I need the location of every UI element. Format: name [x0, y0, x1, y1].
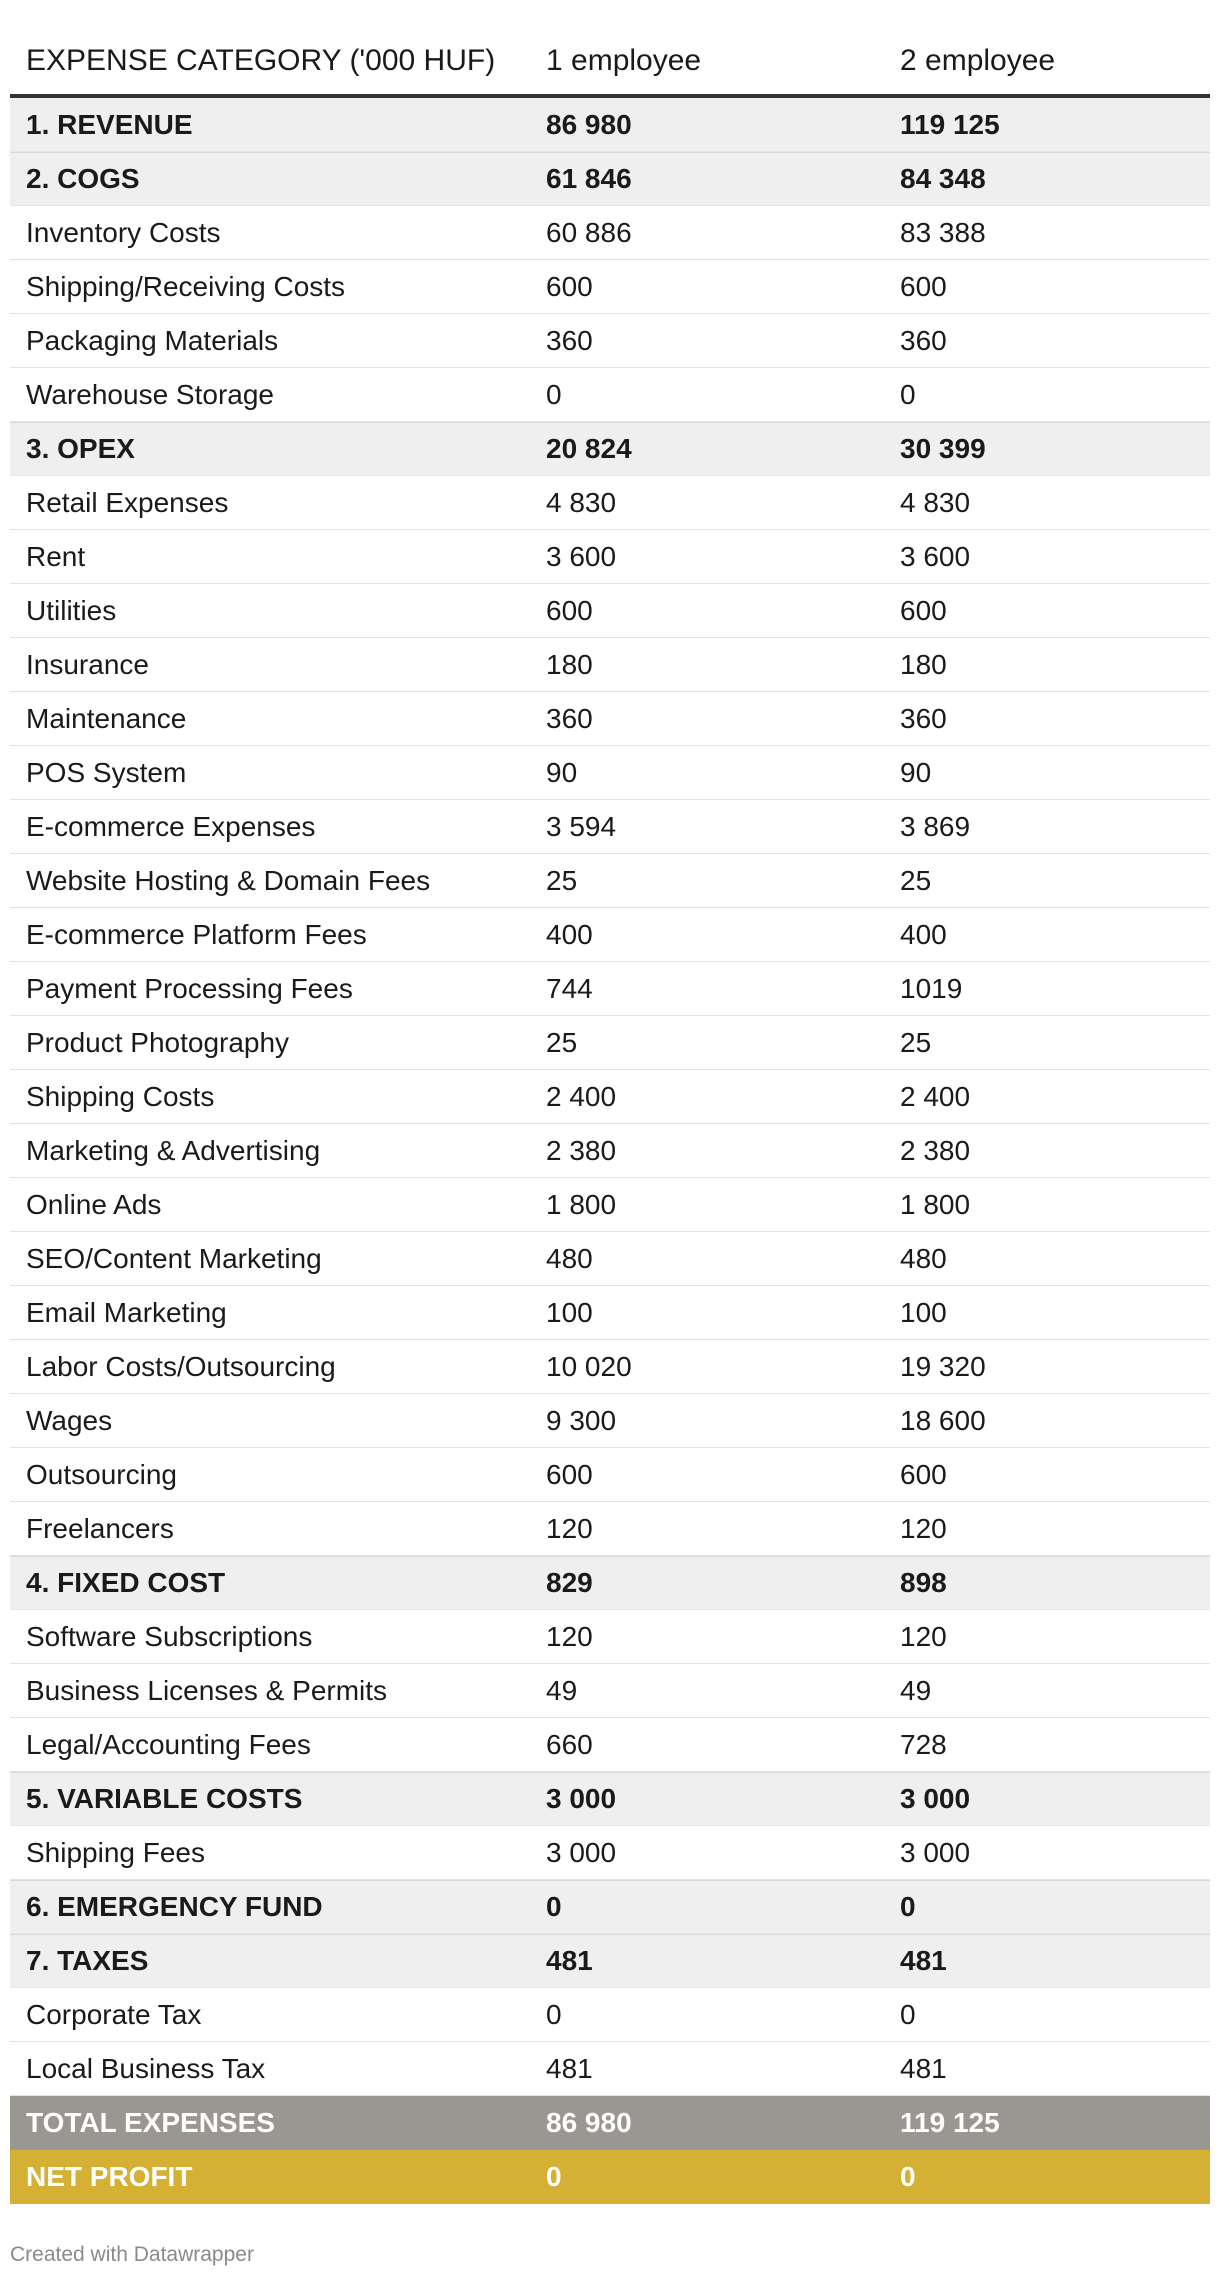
value-2-employee: 600 [900, 270, 947, 302]
table-body [10, 98, 1210, 2204]
value-2-employee: 90 [900, 756, 932, 788]
table-row [10, 1232, 1210, 1286]
value-2-employee: 898 [900, 1567, 947, 1598]
row-label: Corporate Tax [26, 1998, 202, 2030]
row-label: 2. COGS [26, 163, 140, 194]
value-2-employee: 3 869 [900, 810, 971, 842]
row-label: Shipping Fees [26, 1836, 206, 1868]
row-label: Retail Expenses [26, 486, 229, 518]
row-label: Utilities [26, 594, 117, 626]
value-2-employee: 2 400 [900, 1080, 971, 1112]
value-2-employee: 49 [900, 1674, 932, 1706]
value-1-employee: 4 830 [546, 486, 617, 518]
table-row [10, 962, 1210, 1016]
value-1-employee: 86 980 [546, 108, 632, 140]
row-label: Maintenance [26, 702, 187, 734]
table-row [10, 1016, 1210, 1070]
value-2-employee: 120 [900, 1620, 947, 1652]
value-1-employee: 10 020 [546, 1350, 632, 1382]
section-row [10, 98, 1210, 152]
row-label: Marketing & Advertising [26, 1134, 321, 1166]
value-1-employee: 0 [546, 2161, 562, 2192]
value-2-employee: 728 [900, 1728, 947, 1760]
row-label: 1. REVENUE [26, 108, 193, 140]
row-label: Warehouse Storage [26, 378, 274, 410]
column-header-category[interactable]: EXPENSE CATEGORY ('000 HUF) [26, 44, 496, 77]
column-header-2-employee[interactable]: 2 employee [900, 44, 1056, 77]
table-row [10, 530, 1210, 584]
row-label: Local Business Tax [26, 2052, 266, 2084]
row-label: 5. VARIABLE COSTS [26, 1783, 303, 1814]
row-label: Labor Costs/Outsourcing [26, 1350, 336, 1382]
table-row [10, 1178, 1210, 1232]
value-1-employee: 49 [546, 1674, 578, 1706]
value-2-employee: 180 [900, 648, 947, 680]
row-label: E-commerce Platform Fees [26, 918, 367, 950]
value-1-employee: 61 846 [546, 163, 632, 194]
value-1-employee: 1 800 [546, 1188, 617, 1220]
value-2-employee: 600 [900, 594, 947, 626]
value-2-employee: 481 [900, 1945, 947, 1976]
row-label: 3. OPEX [26, 433, 135, 464]
value-1-employee: 2 380 [546, 1134, 617, 1166]
value-2-employee: 360 [900, 324, 947, 356]
table-row [10, 260, 1210, 314]
total-row [10, 2096, 1210, 2150]
table-row [10, 1124, 1210, 1178]
value-1-employee: 0 [546, 1998, 562, 2030]
value-1-employee: 90 [546, 756, 578, 788]
value-2-employee: 0 [900, 378, 916, 410]
section-row [10, 1772, 1210, 1826]
value-2-employee: 100 [900, 1296, 947, 1328]
table-row [10, 1448, 1210, 1502]
value-1-employee: 3 000 [546, 1783, 617, 1814]
value-1-employee: 3 600 [546, 540, 617, 572]
value-1-employee: 744 [546, 972, 593, 1004]
row-label: Shipping/Receiving Costs [26, 270, 346, 302]
table-row [10, 1070, 1210, 1124]
value-2-employee: 119 125 [900, 2107, 1000, 2138]
value-1-employee: 120 [546, 1620, 593, 1652]
value-1-employee: 600 [546, 594, 593, 626]
row-label: E-commerce Expenses [26, 810, 316, 842]
value-1-employee: 25 [546, 864, 578, 896]
value-1-employee: 0 [546, 1891, 562, 1922]
row-label: Email Marketing [26, 1296, 227, 1328]
value-2-employee: 0 [900, 1998, 916, 2030]
value-1-employee: 400 [546, 918, 593, 950]
row-label: Packaging Materials [26, 324, 279, 356]
value-2-employee: 1 800 [900, 1188, 971, 1220]
value-1-employee: 180 [546, 648, 593, 680]
net-profit-row [10, 2150, 1210, 2204]
value-1-employee: 360 [546, 324, 593, 356]
row-label: Online Ads [26, 1188, 162, 1220]
value-1-employee: 20 824 [546, 433, 632, 464]
row-label: 6. EMERGENCY FUND [26, 1891, 323, 1922]
value-2-employee: 30 399 [900, 433, 986, 464]
table-row [10, 908, 1210, 962]
value-2-employee: 120 [900, 1512, 947, 1544]
value-1-employee: 120 [546, 1512, 593, 1544]
value-2-employee: 19 320 [900, 1350, 986, 1382]
value-2-employee: 0 [900, 2161, 916, 2192]
value-2-employee: 0 [900, 1891, 916, 1922]
row-label: Product Photography [26, 1026, 290, 1058]
value-1-employee: 660 [546, 1728, 593, 1760]
row-label: NET PROFIT [26, 2161, 193, 2192]
value-1-employee: 600 [546, 1458, 593, 1490]
row-label: Software Subscriptions [26, 1620, 313, 1652]
value-1-employee: 3 000 [546, 1836, 617, 1868]
value-2-employee: 4 830 [900, 486, 971, 518]
row-label: Freelancers [26, 1512, 174, 1544]
value-1-employee: 86 980 [546, 2107, 632, 2138]
value-2-employee: 83 388 [900, 216, 986, 248]
value-2-employee: 3 000 [900, 1836, 971, 1868]
row-label: Shipping Costs [26, 1080, 215, 1112]
row-label: TOTAL EXPENSES [26, 2107, 275, 2138]
table-row [10, 1664, 1210, 1718]
section-row [10, 1934, 1210, 1988]
table-row [10, 476, 1210, 530]
value-2-employee: 25 [900, 864, 932, 896]
table-row [10, 800, 1210, 854]
table-row [10, 206, 1210, 260]
value-2-employee: 18 600 [900, 1404, 986, 1436]
table-row [10, 1988, 1210, 2042]
table-row [10, 1826, 1210, 1880]
row-label: Business Licenses & Permits [26, 1674, 388, 1706]
table-row [10, 2042, 1210, 2096]
value-2-employee: 600 [900, 1458, 947, 1490]
table-row [10, 1610, 1210, 1664]
datawrapper-credit: Created with Datawrapper [10, 2243, 254, 2266]
value-2-employee: 400 [900, 918, 947, 950]
value-2-employee: 3 600 [900, 540, 971, 572]
value-1-employee: 829 [546, 1567, 593, 1598]
row-label: Website Hosting & Domain Fees [26, 864, 431, 896]
value-2-employee: 3 000 [900, 1783, 971, 1814]
table-row [10, 854, 1210, 908]
section-row [10, 422, 1210, 476]
table-row [10, 638, 1210, 692]
row-label: Outsourcing [26, 1458, 177, 1490]
row-label: Inventory Costs [26, 216, 221, 248]
table-row [10, 1286, 1210, 1340]
value-1-employee: 360 [546, 702, 593, 734]
expense-table [10, 0, 1210, 2204]
row-label: Payment Processing Fees [26, 972, 353, 1004]
table-row [10, 368, 1210, 422]
value-2-employee: 481 [900, 2052, 947, 2084]
section-row [10, 1556, 1210, 1610]
value-1-employee: 9 300 [546, 1404, 617, 1436]
column-header-1-employee[interactable]: 1 employee [546, 44, 702, 77]
row-label: POS System [26, 756, 187, 788]
value-1-employee: 481 [546, 1945, 593, 1976]
table-header-row [10, 0, 1210, 98]
table-row [10, 692, 1210, 746]
table-row [10, 1340, 1210, 1394]
value-1-employee: 481 [546, 2052, 593, 2084]
value-1-employee: 600 [546, 270, 593, 302]
value-1-employee: 25 [546, 1026, 578, 1058]
row-label: 7. TAXES [26, 1945, 149, 1976]
value-2-employee: 119 125 [900, 108, 1000, 140]
value-2-employee: 480 [900, 1242, 947, 1274]
table-row [10, 584, 1210, 638]
table-row [10, 314, 1210, 368]
row-label: Legal/Accounting Fees [26, 1728, 311, 1760]
value-1-employee: 3 594 [546, 810, 617, 842]
value-2-employee: 25 [900, 1026, 932, 1058]
value-1-employee: 100 [546, 1296, 593, 1328]
value-2-employee: 2 380 [900, 1134, 971, 1166]
row-label: Insurance [26, 648, 149, 680]
row-label: SEO/Content Marketing [26, 1242, 322, 1274]
row-label: 4. FIXED COST [26, 1567, 226, 1598]
value-1-employee: 60 886 [546, 216, 632, 248]
value-2-employee: 84 348 [900, 163, 986, 194]
value-2-employee: 1019 [900, 972, 963, 1004]
row-label: Rent [26, 540, 86, 572]
value-1-employee: 480 [546, 1242, 593, 1274]
value-1-employee: 0 [546, 378, 562, 410]
table-row [10, 746, 1210, 800]
table-row [10, 1394, 1210, 1448]
value-2-employee: 360 [900, 702, 947, 734]
table-row [10, 1718, 1210, 1772]
table-row [10, 1502, 1210, 1556]
section-row [10, 152, 1210, 206]
section-row [10, 1880, 1210, 1934]
row-label: Wages [26, 1404, 113, 1436]
value-1-employee: 2 400 [546, 1080, 617, 1112]
